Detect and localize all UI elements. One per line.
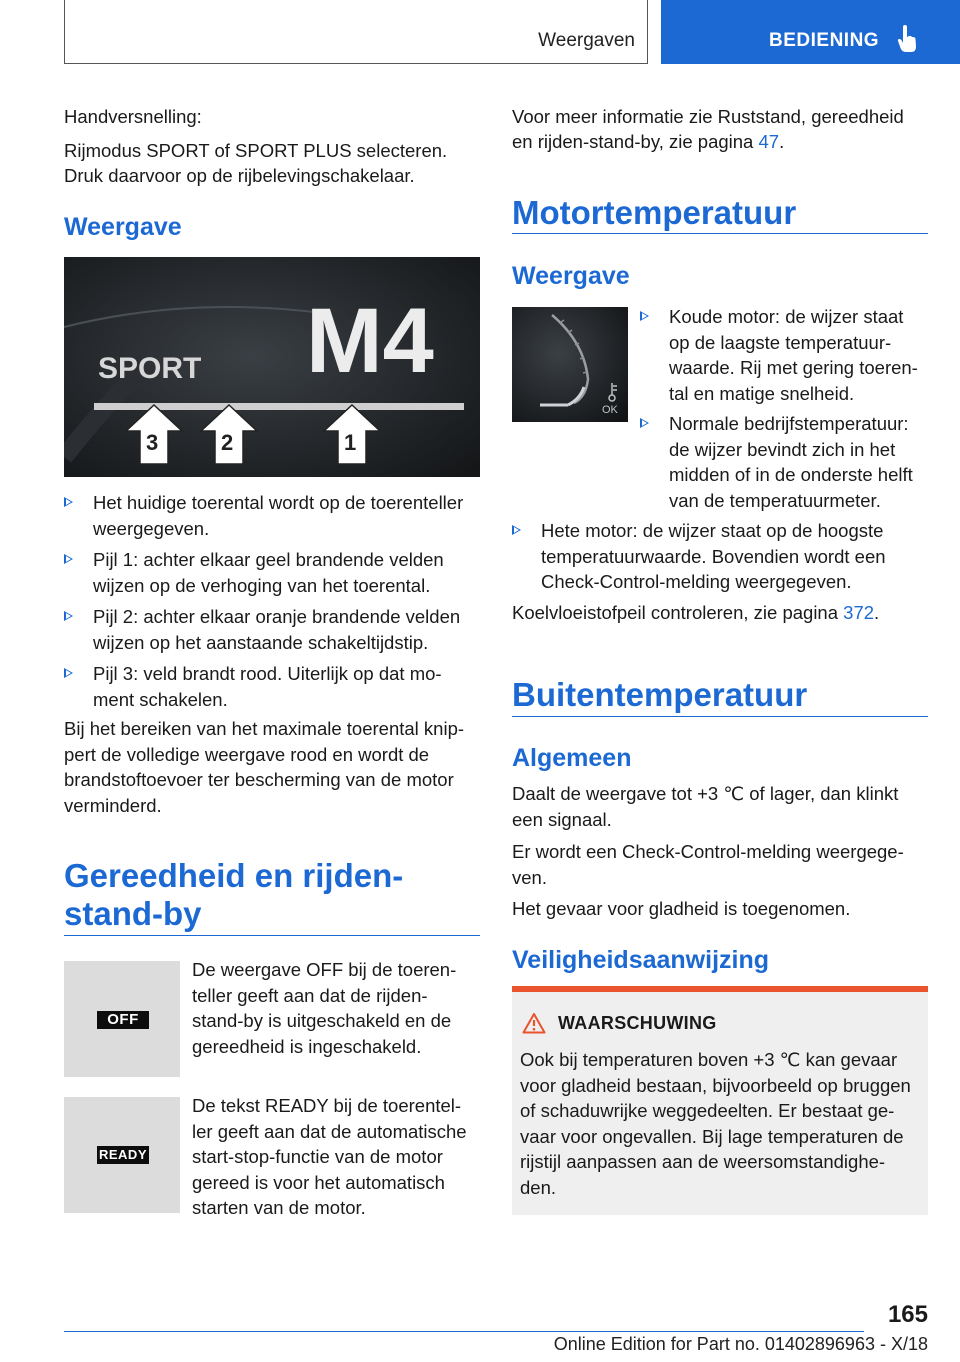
ready-description: De tekst READY bij de toerentel- ler geeft aan dat de automatische start-stop-functie van de motor gereed is voor het automatisch starten van de motor. [192,1095,467,1218]
warning-title: WAARSCHUWING [558,1013,717,1033]
warning-bar [512,986,928,992]
warning-box [512,986,928,1215]
warning-triangle-icon [522,1012,546,1034]
heading-buitentemperatuur: Buitentemperatuur [512,676,808,713]
footer-edition: Online Edition for Part no. 01402896963 - X/18 [553,1334,928,1354]
arrow-label-3: 3 [146,430,159,455]
list-item: Hete motor: de wijzer staat op de hoogste temperatuurwaarde. Bovendien wordt een Check-Control-melding weergegeven. [512,518,932,596]
off-description: De weergave OFF bij de toeren- teller geeft aan dat de rijden- stand-by is uitgeschakeld en de gereedheid is ingeschakeld. [192,959,457,1057]
footer-rule [64,1331,864,1332]
heading-rule [64,935,480,936]
list-item: Normale bedrijfstemperatuur: de wijzer bevindt zich in het midden of in de onderste helft van de temperatuurmeter. [640,411,930,515]
bullet-triangle-icon [640,418,649,428]
sport-mode-line-1: Rijmodus SPORT of SPORT PLUS selecteren. [64,140,448,161]
pointing-hand-icon [897,25,917,53]
list-item: Koude motor: de wijzer staat op de laagste temperatuur- waarde. Rij met gering toeren- tal en matige snelheid. [640,304,930,408]
header-section-box [64,0,648,64]
bullet-triangle-icon [512,525,521,535]
algemeen-paragraph-3: Het gevaar voor gladheid is toegenomen. [512,898,851,919]
header-chapter-title: BEDIENING [769,30,880,51]
off-indicator-image [64,961,180,1077]
ready-indicator-image [64,1097,180,1213]
sport-mode-label: SPORT [98,352,202,385]
header-chapter-tab[interactable] [661,0,960,64]
warning-text: Ook bij temperaturen boven +3 ℃ kan gevaar voor gladheid bestaan, bijvoorbeeld op bruggen of schaduwrijke weggedeelten. Er bestaat ge- vaar voor ongevallen. Bij lage temperaturen de rijstijl aanpassen aan de weersomstandighe- den. [520,1049,911,1198]
standby-reference-line-2: en rijden-stand-by, zie pagina 47. [512,131,785,152]
heading-rule [512,716,928,717]
page-link-372[interactable]: 372 [843,602,875,623]
heading-weergave-right: Weergave [512,262,630,290]
gauge-ok-label: OK [602,404,618,416]
bullet-triangle-icon [64,497,73,507]
header-section-title: Weergaven [538,30,635,51]
heading-weergave-left: Weergave [64,213,182,241]
arrow-label-1: 1 [344,430,357,455]
bullet-triangle-icon [64,611,73,621]
coolant-temperature-gauge-image [512,307,628,422]
standby-reference-line-1: Voor meer informatie zie Ruststand, gereedheid [512,106,904,127]
list-item: Pijl 2: achter elkaar oranje brandende velden wijzen op het aanstaande schakeltijdstip. [64,604,484,656]
shift-light-display-image [64,257,480,477]
intro-line: Handversnelling: [64,106,202,127]
heading-gereedheid: Gereedheid en rijden- stand-by [64,857,404,932]
heading-motortemperatuur: Motortemperatuur [512,194,797,231]
heading-rule [512,233,928,234]
bullet-triangle-icon [640,311,649,321]
max-rpm-paragraph: Bij het bereiken van het maximale toerental knip- pert de volledige weergave rood en wordt de brandstoftoevoer ter bescherming van de motor verminderd. [64,718,465,816]
heading-algemeen: Algemeen [512,744,632,772]
coolant-reference: Koelvloeistofpeil controleren, zie pagina 372. [512,602,880,623]
sport-mode-line-2: Druk daarvoor op de rijbelevingschakelaar. [64,165,415,186]
list-item: Pijl 1: achter elkaar geel brandende velden wijzen op de verhoging van het toerental. [64,547,484,599]
off-badge: OFF [97,1011,149,1029]
page-link-47[interactable]: 47 [758,131,780,152]
bullet-triangle-icon [64,668,73,678]
ready-badge: READY [98,1147,147,1162]
algemeen-paragraph-1: Daalt de weergave tot +3 ℃ of lager, dan klinkt een signaal. [512,783,899,830]
gear-indicator: M4 [306,290,434,392]
heading-veiligheidsaanwijzing: Veiligheidsaanwijzing [512,946,770,974]
algemeen-paragraph-2: Er wordt een Check-Control-melding weergege- ven. [512,841,904,888]
bullet-triangle-icon [64,554,73,564]
list-item: Pijl 3: veld brandt rood. Uiterlijk op dat mo- ment schakelen. [64,661,484,713]
list-item: Het huidige toerental wordt op de toerenteller weergegeven. [64,490,484,542]
arrow-label-2: 2 [221,430,234,455]
page-number: 165 [887,1301,928,1328]
